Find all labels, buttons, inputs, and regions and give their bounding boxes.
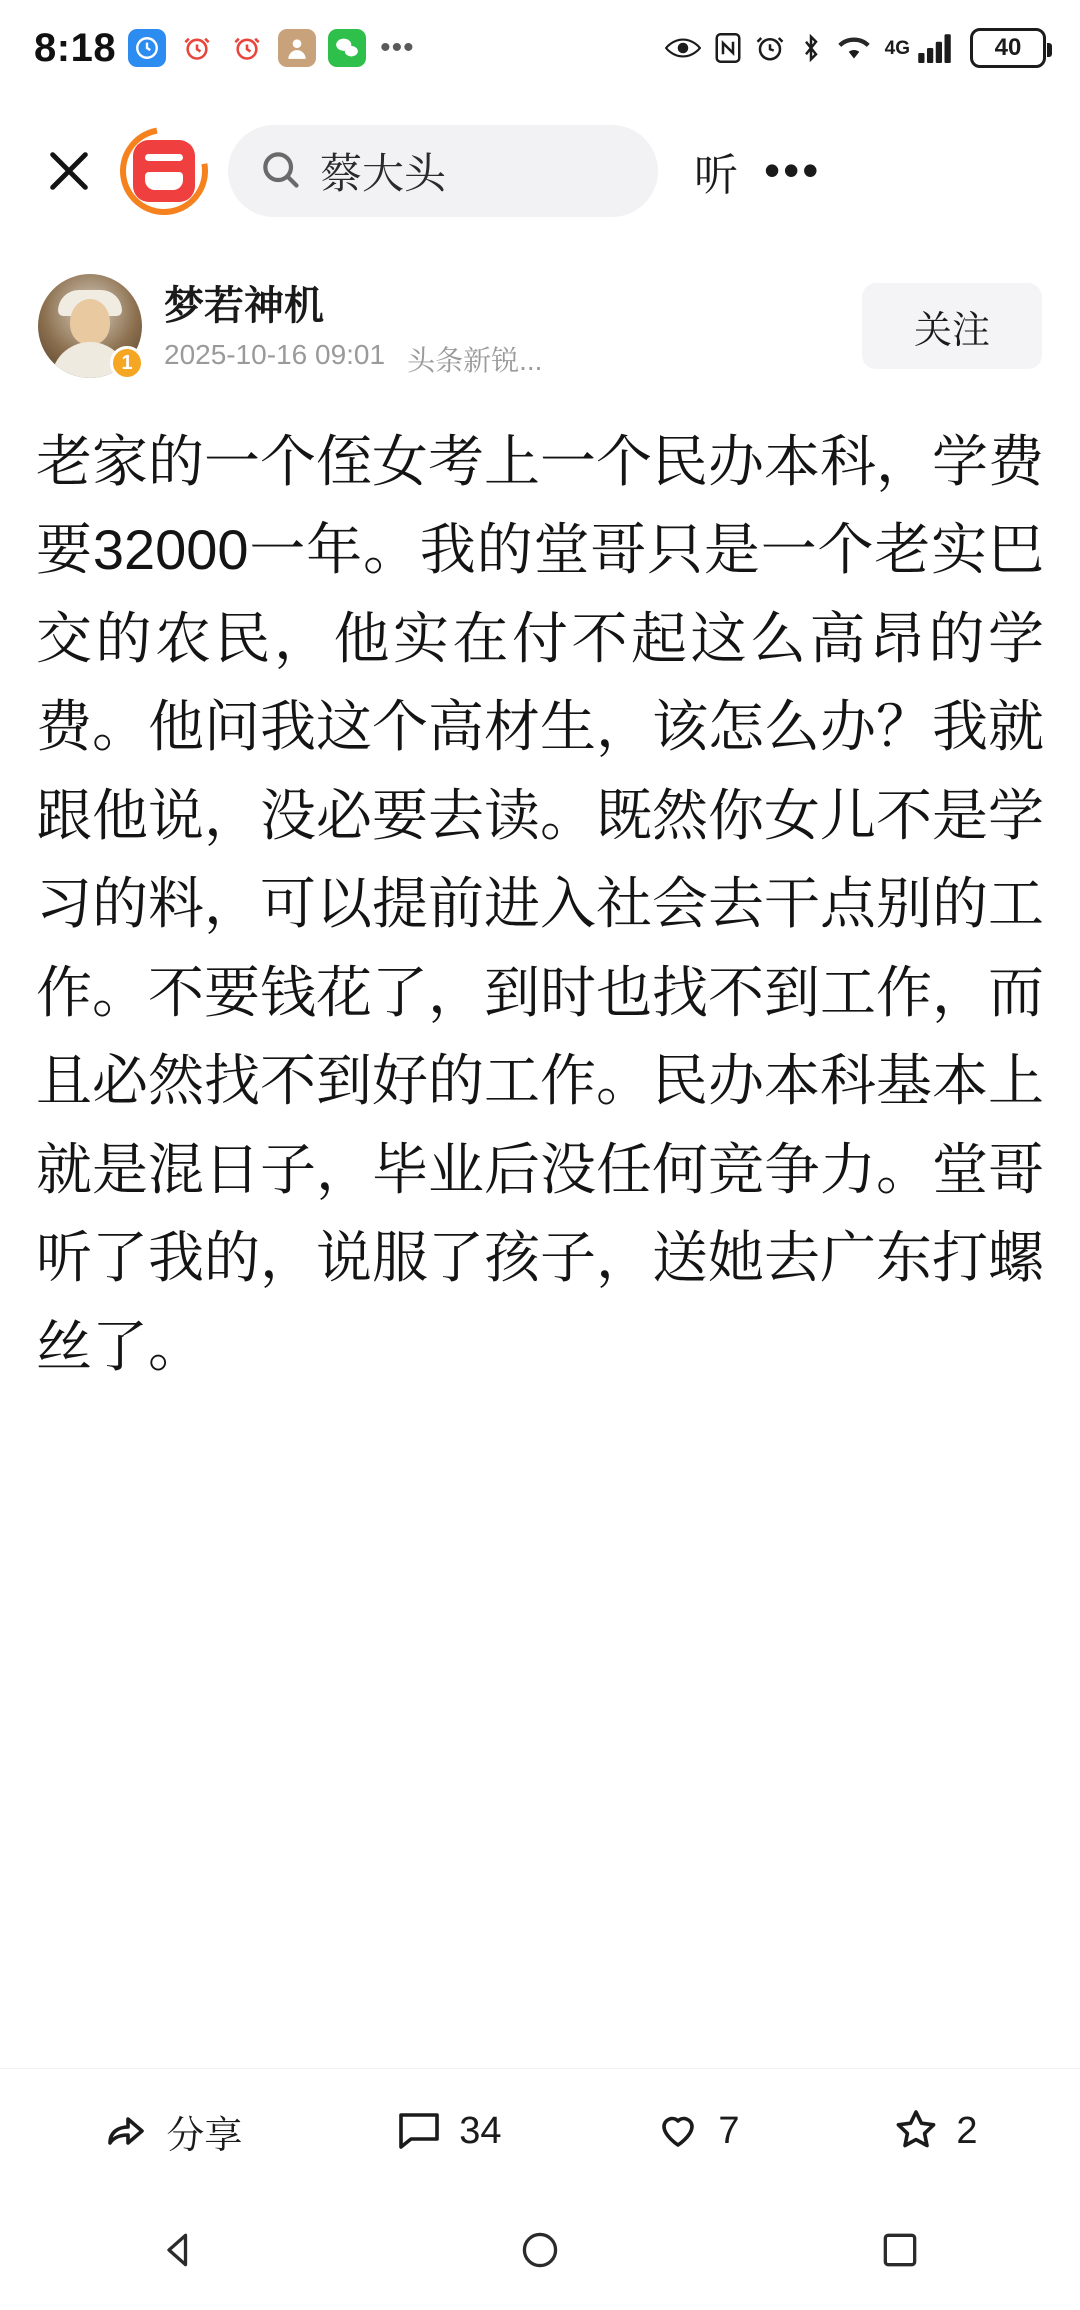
eye-care-icon [665, 35, 701, 61]
comment-icon [395, 2105, 443, 2158]
search-input[interactable] [228, 125, 658, 217]
search-text: 蔡大头 [320, 150, 447, 197]
signal-icon [918, 33, 956, 63]
article-paragraph: 老家的一个侄女考上一个民办本科，学费要32000一年。我的堂哥只是一个老实巴交的农民，他实在付不起这么高昂的学费。他问我这个高材生，该怎么办？我就跟他说，没必要去读。既然你女儿不是学习的料，可以提前进入社会去干点别的工作。不要钱花了，到时也找不到工作，而且必然找不到好的工作。民办本科基本上就是混日子，毕业后没任何竞争力。堂哥听了我的，说服了孩子，送她去广东打螺丝了。 [36, 430, 1044, 1378]
like-button[interactable] [654, 2105, 739, 2158]
comment-button[interactable] [395, 2105, 501, 2158]
network-type-label: 4G [884, 37, 910, 59]
search-icon [258, 147, 302, 196]
author-info [164, 274, 840, 379]
system-navigation-bar [0, 2194, 1080, 2310]
favorite-count: 2 [956, 2110, 978, 2152]
status-bar-left [34, 26, 415, 71]
author-row [0, 246, 1080, 396]
star-icon [892, 2105, 940, 2158]
home-circle-icon[interactable] [518, 2228, 562, 2277]
share-button[interactable] [102, 2104, 242, 2159]
author-tag: 头条新锐... [407, 344, 543, 376]
author-level-badge: 1 [110, 346, 144, 380]
status-bar [0, 0, 1080, 96]
photo-app-icon [278, 29, 316, 67]
alarm-app-icon-2 [228, 29, 266, 67]
more-options-button[interactable]: ••• [764, 144, 822, 197]
top-navigation-bar [0, 96, 1080, 246]
clock-app-icon [128, 29, 166, 67]
favorite-button[interactable] [892, 2105, 977, 2158]
wechat-app-icon [328, 29, 366, 67]
share-icon [102, 2105, 150, 2158]
author-meta [164, 339, 840, 379]
heart-icon [654, 2105, 702, 2158]
status-overflow-dots: ••• [380, 31, 415, 64]
publish-date: 2025-10-16 09:01 [164, 338, 386, 370]
status-bar-right [665, 28, 1046, 68]
toutiao-logo-icon[interactable] [120, 127, 208, 215]
wifi-icon [837, 34, 871, 62]
article-body[interactable] [0, 396, 1080, 2068]
back-triangle-icon[interactable] [158, 2228, 202, 2277]
article-fade-mask [0, 1998, 1080, 2068]
listen-button[interactable]: 听 [694, 151, 738, 200]
status-time: 8:18 [34, 25, 117, 70]
share-label: 分享 [166, 2115, 243, 2157]
comment-count: 34 [459, 2110, 502, 2152]
avatar[interactable] [38, 274, 142, 378]
alarm-icon [755, 33, 785, 63]
battery-indicator [970, 28, 1046, 68]
close-icon[interactable] [38, 140, 100, 202]
follow-button[interactable]: 关注 [862, 283, 1042, 369]
nfc-icon [715, 33, 741, 63]
like-count: 7 [718, 2110, 740, 2152]
recents-square-icon[interactable] [878, 2228, 922, 2277]
alarm-app-icon [178, 29, 216, 67]
action-bar [0, 2068, 1080, 2194]
bluetooth-icon [799, 33, 823, 63]
battery-level: 40 [994, 34, 1022, 61]
author-name[interactable]: 梦若神机 [164, 283, 324, 328]
